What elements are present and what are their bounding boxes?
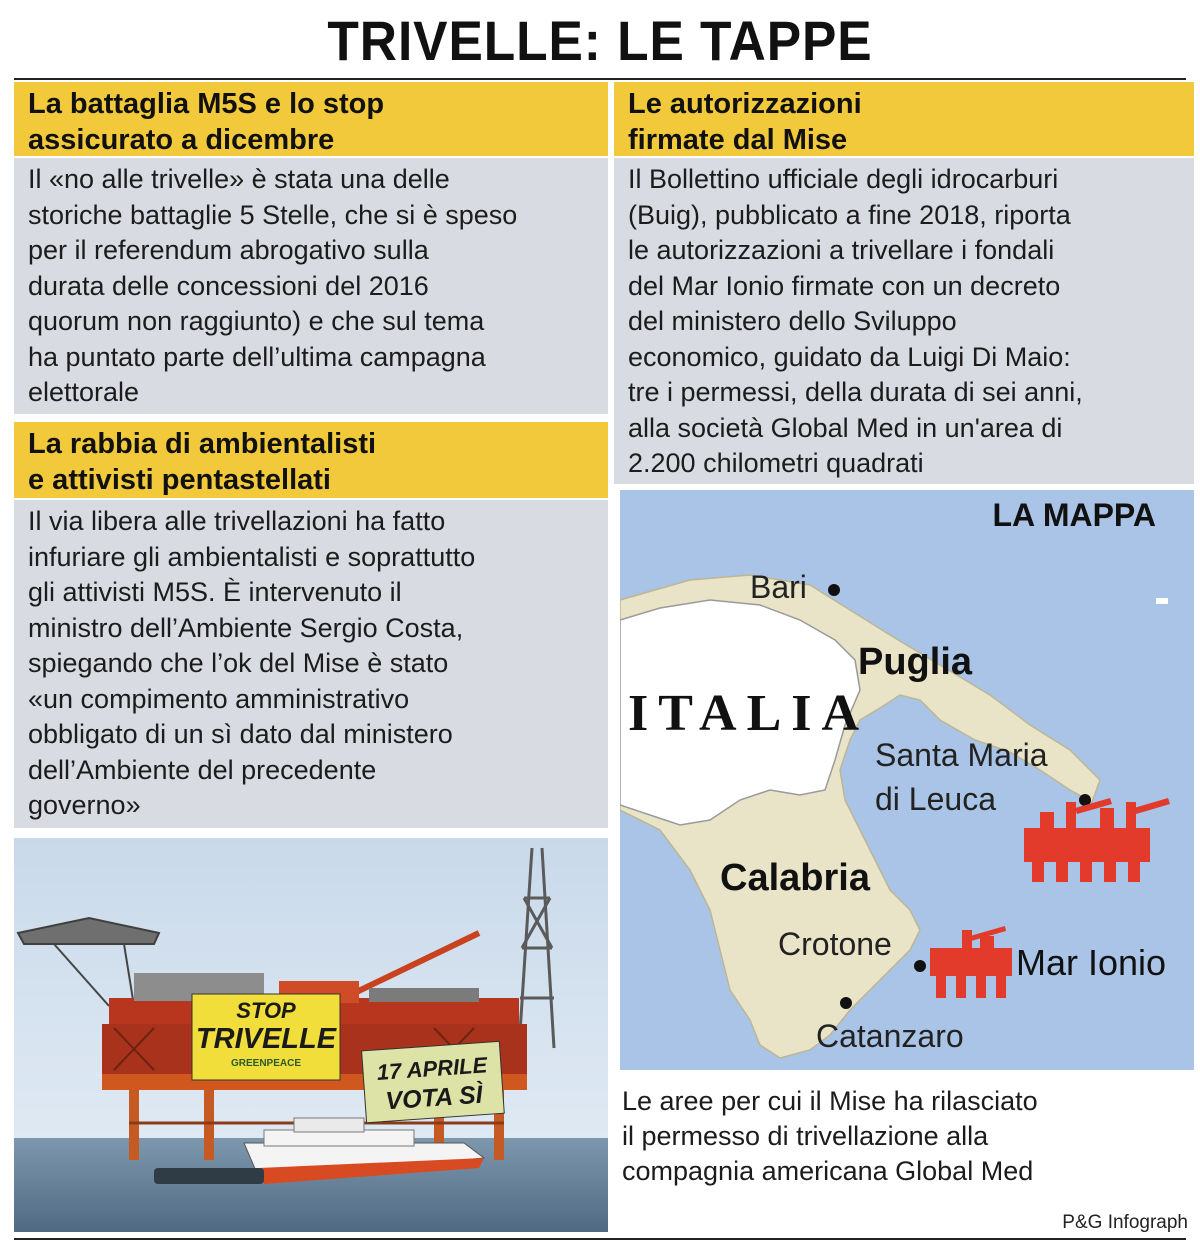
body-line: Il via libera alle trivellazioni ha fatto <box>28 506 446 536</box>
city-dot-catanzaro <box>840 997 852 1009</box>
caption-line: Le aree per cui il Mise ha rilasciato <box>622 1086 1038 1116</box>
body-line: elettorale <box>28 377 140 407</box>
caption-line: compagnia americana Global Med <box>622 1156 1034 1186</box>
title-rule <box>14 78 1186 80</box>
bottom-rule <box>14 1238 1186 1240</box>
credit: P&G Infograph <box>1062 1212 1188 1233</box>
country-label: ITALIA <box>628 685 870 742</box>
body-line: le autorizzazioni a trivellare i fondali <box>628 235 1055 265</box>
region-label-calabria: Calabria <box>720 857 870 899</box>
city-dot-crotone <box>914 960 926 972</box>
city-label-catanzaro: Catanzaro <box>816 1018 964 1054</box>
section-body-m5s <box>14 158 608 414</box>
map-caption <box>622 1084 1194 1189</box>
banner1-line: TRIVELLE <box>195 1023 337 1055</box>
banner2-line: VOTA SÌ <box>384 1080 484 1116</box>
heading-line: e attivisti pentastellati <box>28 464 331 496</box>
city-dot-bari <box>828 584 840 596</box>
platform-photo <box>14 838 608 1232</box>
module-grey-2 <box>369 988 479 1002</box>
section-heading-m5s <box>14 82 608 156</box>
heading-line: Le autorizzazioni <box>628 88 862 120</box>
body-line: Il «no alle trivelle» è stata una delle <box>28 164 450 194</box>
city-label-bari: Bari <box>750 569 807 605</box>
banner1-line: STOP <box>236 998 296 1023</box>
body-line: 2.200 chilometri quadrati <box>628 448 924 478</box>
body-line: (Buig), pubblicato a fine 2018, riporta <box>628 199 1071 230</box>
banner-stop-trivelle <box>192 994 340 1080</box>
heading-line: assicurato a dicembre <box>28 124 335 156</box>
banner1-line: GREENPEACE <box>230 1058 302 1069</box>
body-line: ministro dell’Ambiente Sergio Costa, <box>28 612 464 643</box>
sea-label: Mar Ionio <box>1016 942 1167 983</box>
body-line: quorum non raggiunto) e che sul tema <box>28 306 485 336</box>
banner2-line: 17 APRILE <box>376 1052 488 1085</box>
body-line: gli attivisti M5S. È intervenuto il <box>28 577 402 607</box>
city-label-crotone: Crotone <box>778 926 892 962</box>
body-line: del ministero dello Sviluppo <box>628 306 957 336</box>
banner-17-aprile <box>362 1041 505 1122</box>
body-line: spiegando che l’ok del Mise è stato <box>28 648 449 678</box>
section-heading-ambientalisti <box>14 422 608 498</box>
body-line: alla società Global Med in un'area di <box>628 412 1063 443</box>
body-line: durata delle concessioni del 2016 <box>28 270 429 301</box>
body-line: tre i permessi, della durata di sei anni, <box>628 377 1083 407</box>
dinghy <box>154 1168 264 1184</box>
body-line: dell’Ambiente del precedente <box>28 754 377 785</box>
body-line: governo» <box>28 790 141 820</box>
body-line: economico, guidato da Luigi Di Maio: <box>628 341 1071 372</box>
body-line: infuriare gli ambientalisti e soprattutto <box>28 541 476 572</box>
body-line: del Mar Ionio firmate con un decreto <box>628 270 1061 301</box>
body-line: Il Bollettino ufficiale degli idrocarburi <box>628 164 1059 194</box>
map <box>620 490 1194 1070</box>
heading-line: La battaglia M5S e lo stop <box>28 88 385 120</box>
body-line: per il referendum abrogativo sulla <box>28 235 429 265</box>
city-label-di-leuca: di Leuca <box>875 781 996 817</box>
page-title: TRIVELLE: LE TAPPE <box>327 9 873 72</box>
heading-line: La rabbia di ambientalisti <box>28 428 377 460</box>
body-line: «un compimento amministrativo <box>28 683 410 714</box>
body-line: storiche battaglie 5 Stelle, che si è speso <box>28 199 518 230</box>
body-line: obbligato di un sì dato dal ministero <box>28 719 453 749</box>
region-label-puglia: Puglia <box>858 641 973 683</box>
island <box>1156 598 1168 604</box>
map-title: LA MAPPA <box>992 497 1156 533</box>
section-body-ambientalisti <box>14 500 608 828</box>
section-body-mise <box>614 158 1194 484</box>
city-label-santa-maria: Santa Maria <box>875 737 1048 773</box>
body-line: ha puntato parte dell’ultima campagna <box>28 341 486 372</box>
heading-line: firmate dal Mise <box>628 124 848 156</box>
caption-line: il permesso di trivellazione alla <box>622 1121 989 1151</box>
section-heading-mise <box>614 82 1194 156</box>
